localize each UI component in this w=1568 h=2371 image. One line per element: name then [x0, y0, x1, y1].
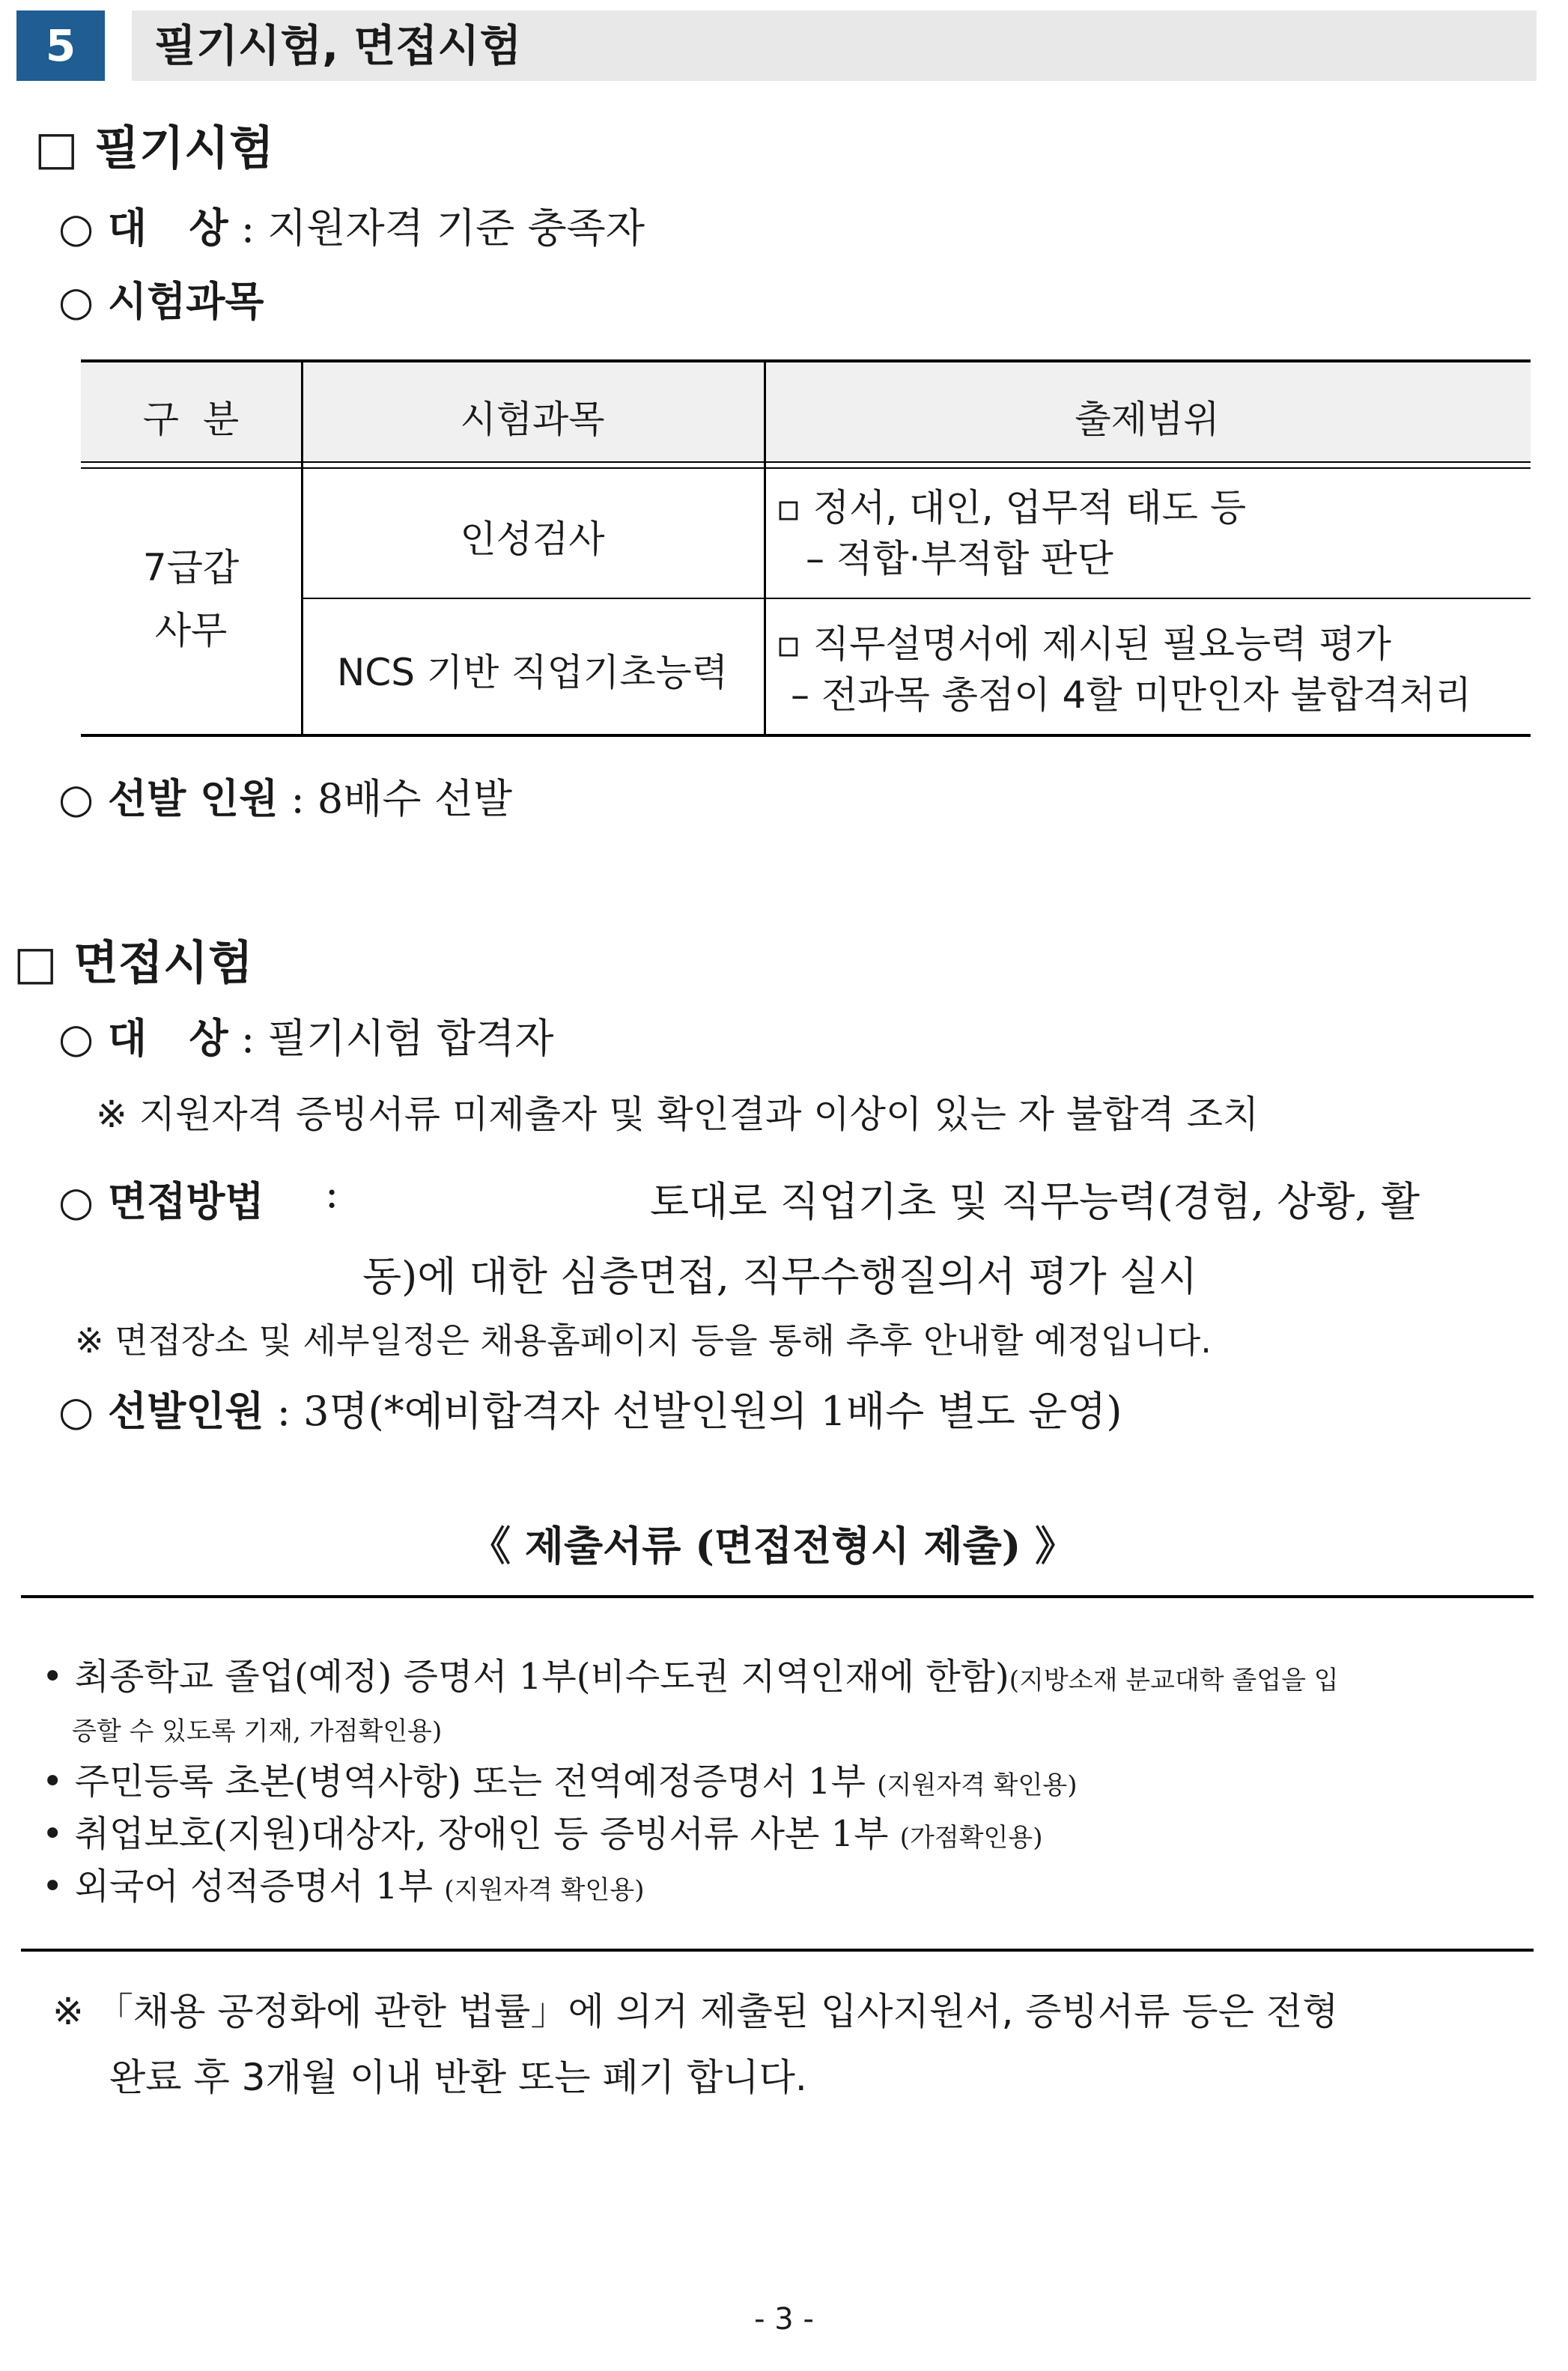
- exam-subjects-table: [81, 359, 1531, 741]
- document-item-note: (지원자격 확인용): [444, 1875, 645, 1905]
- document-item-text: 외국어 성적증명서 1부: [74, 1865, 433, 1907]
- bullet: •: [42, 1813, 64, 1855]
- interview-target-value: : 필기시험 합격자: [240, 1015, 554, 1062]
- document-item-note: (가점확인용): [899, 1823, 1043, 1853]
- table-row-scope-line1: ▫ 직무설명서에 제시된 필요능력 평가: [776, 622, 1391, 666]
- documents-title: 《 제출서류 (면접전형시 제출) 》: [470, 1522, 1076, 1570]
- table-top-border: [81, 359, 1531, 362]
- documents-top-rule: [21, 1595, 1534, 1598]
- document-item-note-cont: 증할 수 있도록 기재, 가점확인용): [72, 1716, 443, 1746]
- written-exam-heading: □ 필기시험: [34, 121, 274, 175]
- written-selection-row: [58, 767, 512, 825]
- document-item: [42, 1648, 1339, 1699]
- written-selection-value: : 8배수 선발: [291, 775, 513, 822]
- written-subjects-label: ○ 시험과목: [58, 278, 264, 325]
- table-header-category: 구 분: [142, 398, 240, 441]
- table-row-subject: 인성검사: [460, 517, 605, 561]
- document-item: [42, 1857, 644, 1909]
- table-header-divider-double: [81, 467, 1531, 469]
- interview-target-label: ○ 대 상: [58, 1015, 228, 1062]
- interview-method-line2: 동)에 대한 심층면접, 직무수행질의서 평가 실시: [362, 1253, 1198, 1300]
- interview-method-line1: 토대로 직업기초 및 직무능력(경험, 상황, 활: [650, 1178, 1420, 1225]
- footer-note-line2: 완료 후 3개월 이내 반환 또는 폐기 합니다.: [109, 2056, 807, 2099]
- written-target-value: : 지원자격 기준 충족자: [240, 204, 645, 252]
- document-item: [42, 1752, 1077, 1804]
- bullet: •: [42, 1761, 64, 1803]
- document-item-text: 최종학교 졸업(예정) 증명서 1부(비수도권 지역인재에 한함): [74, 1656, 1009, 1698]
- table-row-scope-line2: – 적합·부적합 판단: [806, 537, 1113, 580]
- table-row-divider: [301, 598, 1531, 599]
- interview-heading: □ 면접시험: [13, 935, 253, 990]
- table-bottom-border: [81, 734, 1531, 737]
- document-item-text: 주민등록 초본(병역사항) 또는 전역예정증명서 1부: [74, 1761, 866, 1803]
- document-item: [42, 1805, 1043, 1857]
- documents-bottom-rule: [21, 1949, 1534, 1952]
- table-header-subject: 시험과목: [460, 398, 605, 441]
- table-header-divider: [81, 461, 1531, 463]
- section-number-badge: 5: [16, 10, 105, 81]
- interview-selection-label: ○ 선발인원: [58, 1388, 264, 1435]
- written-target-label: ○ 대 상: [58, 204, 228, 252]
- interview-method-colon: :: [325, 1170, 339, 1217]
- bullet: •: [42, 1656, 64, 1698]
- interview-selection-row: [58, 1379, 1122, 1437]
- document-item-note: (지방소재 분교대학 졸업을 입: [1009, 1666, 1339, 1695]
- written-target-row: [58, 196, 645, 254]
- interview-selection-value: : 3명(*예비합격자 선발인원의 1배수 별도 운영): [276, 1388, 1122, 1435]
- document-item-note: (지원자격 확인용): [877, 1770, 1078, 1800]
- interview-target-row: [58, 1007, 554, 1064]
- page-number: - 3 -: [754, 2302, 814, 2337]
- table-row-scope-line1: ▫ 정서, 대인, 업무적 태도 등: [776, 486, 1247, 529]
- table-header-scope: 출제범위: [1075, 398, 1220, 441]
- bullet: •: [42, 1865, 64, 1907]
- table-row-scope-line2: – 전과목 총점이 4할 미만인자 불합격처리: [791, 673, 1472, 717]
- written-selection-label: ○ 선발 인원: [58, 775, 279, 822]
- table-row-subject: NCS 기반 직업기초능력: [336, 651, 729, 694]
- document-item-text: 취업보호(지원)대상자, 장애인 등 증빙서류 사본 1부: [74, 1813, 889, 1855]
- interview-method-label: ○ 면접방법: [58, 1178, 264, 1225]
- table-category-line2: 사무: [154, 609, 228, 652]
- footer-note-line1: ※ 「채용 공정화에 관한 법률」에 의거 제출된 입사지원서, 증빙서류 등은 전형: [52, 1990, 1339, 2033]
- table-category-line1: 7급갑: [142, 546, 240, 589]
- section-title: 필기시험, 면접시험: [154, 20, 522, 71]
- interview-note-disqualify: ※ 지원자격 증빙서류 미제출자 및 확인결과 이상이 있는 자 불합격 조치: [96, 1093, 1259, 1136]
- interview-note-schedule: ※ 면접장소 및 세부일정은 채용홈페이지 등을 통해 추후 안내할 예정입니다.: [75, 1320, 1212, 1361]
